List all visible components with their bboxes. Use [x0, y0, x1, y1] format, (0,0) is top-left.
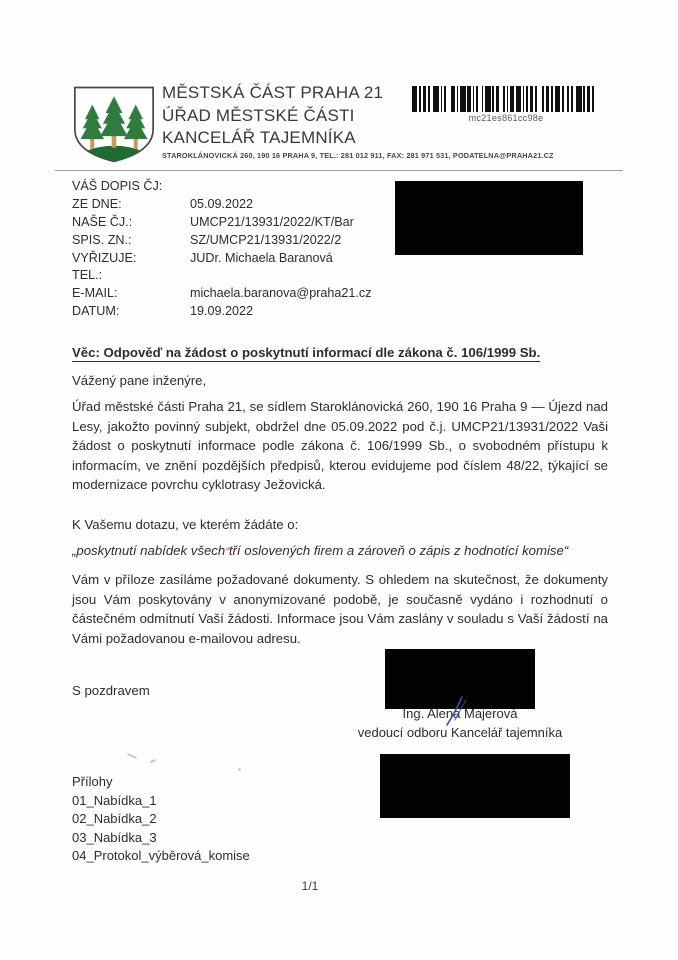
meta-row [72, 232, 392, 250]
org-name-line2: ÚŘAD MĚSTSKÉ ČÁSTI [162, 105, 355, 125]
org-name-line1: MĚSTSKÁ ČÁST PRAHA 21 [162, 83, 384, 102]
meta-value [190, 267, 392, 285]
closing-phrase: S pozdravem [72, 683, 150, 698]
meta-value: UMCP21/13931/2022/KT/Bar [190, 214, 354, 229]
reference-metadata [72, 178, 392, 321]
meta-value [190, 178, 392, 196]
meta-label: DATUM: [72, 304, 120, 319]
salutation: Vážený pane inženýre, [72, 373, 207, 388]
scan-artifact [150, 759, 156, 763]
attachment-item: 02_Nabídka_2 [72, 811, 157, 827]
pen-signature-stroke-icon [438, 694, 472, 728]
attachment-item: 01_Nabídka_1 [72, 792, 157, 808]
signatory-name: Ing. Alena Majerová [402, 706, 518, 721]
meta-label: ZE DNE: [72, 196, 122, 211]
meta-value: 05.09.2022 [190, 196, 254, 211]
meta-label: NAŠE ČJ.: [72, 214, 133, 229]
meta-label: TEL.: [72, 268, 103, 283]
meta-row [72, 285, 392, 303]
redaction-box-stamp [380, 754, 570, 818]
meta-label: VÁŠ DOPIS ČJ: [72, 179, 163, 193]
barcode [412, 86, 600, 112]
org-name-line3: KANCELÁŘ TAJEMNÍKA [162, 128, 356, 147]
attachments-heading: Přílohy [72, 774, 113, 789]
signatory-title: vedoucí odboru Kancelář tajemníka [357, 724, 563, 740]
header-divider [55, 170, 623, 171]
meta-row [72, 303, 392, 321]
scan-artifact [127, 753, 137, 759]
attachment-item: 04_Protokol_výběrová_komise [72, 848, 250, 864]
meta-row [72, 178, 392, 196]
letterhead-address-line: STAROKLÁNOVICKÁ 260, 190 16 PRAHA 9, TEL.: 281 012 911, FAX: 281 971 531, PODATELNA@PRAHA21.CZ [162, 151, 554, 160]
subject-line: Věc: Odpověď na žádost o poskytnutí informací dle zákona č. 106/1999 Sb. [72, 345, 541, 360]
meta-label: VYŘIZUJE: [72, 250, 137, 265]
meta-value: 19.09.2022 [190, 304, 254, 319]
meta-value: SZ/UMCP21/13931/2022/2 [190, 232, 342, 247]
meta-value: michaela.baranova@praha21.cz [190, 286, 372, 301]
page-number: 1/1 [301, 879, 319, 893]
attachments-list [72, 773, 250, 866]
attachment-item: 03_Nabídka_3 [72, 829, 157, 845]
praha21-coat-of-arms-icon [70, 84, 158, 164]
body-lead-in: K Vašemu dotazu, ve kterém žádáte o: [72, 517, 299, 532]
meta-value: JUDr. Michaela Baranová [190, 250, 333, 265]
meta-row [72, 196, 392, 214]
meta-row [72, 267, 392, 285]
meta-label: SPIS. ZN.: [72, 232, 132, 247]
body-paragraph-2: Vám v příloze zasíláme požadované dokumenty. S ohledem na skutečnost, že dokumenty jsou Vám poskytovány v anonymizované podobě, je současně vydáno i rozhodnutí o částečném odmítnutí Vaší žádosti. Informace jsou Vám zaslány v souladu s Vaší žádostí na Vámi požadovanou e-mailovou adresu. [72, 572, 608, 646]
meta-row [72, 250, 392, 268]
letterhead-org-block [162, 82, 422, 150]
meta-row [72, 214, 392, 232]
scan-artifact [238, 768, 241, 771]
barcode-label: mc21es861cc98e [468, 113, 544, 123]
meta-label: E-MAIL: [72, 286, 118, 301]
quoted-request: „poskytnutí nabídek všech tří oslovených firem a zároveň o zápis z hodnotící komise“ [72, 543, 569, 558]
body-paragraph-1: Úřad městské části Praha 21, se sídlem Staroklánovická 260, 190 16 Praha 9 — Újezd nad Lesy, jakožto povinný subjekt, obdržel dne 05.09.2022 pod č.j. UMCP21/13931/2022 Vaši žádost o poskytnutí informace podle zákona č. 106/1999 Sb., o svobodném přístupu k informacím, ve znění pozdějších předpisů, kterou evidujeme pod číslem 48/22, týkající se modernizace povrchu cyklotrasy Ježovická. [72, 399, 608, 493]
redaction-box-recipient [395, 181, 583, 255]
